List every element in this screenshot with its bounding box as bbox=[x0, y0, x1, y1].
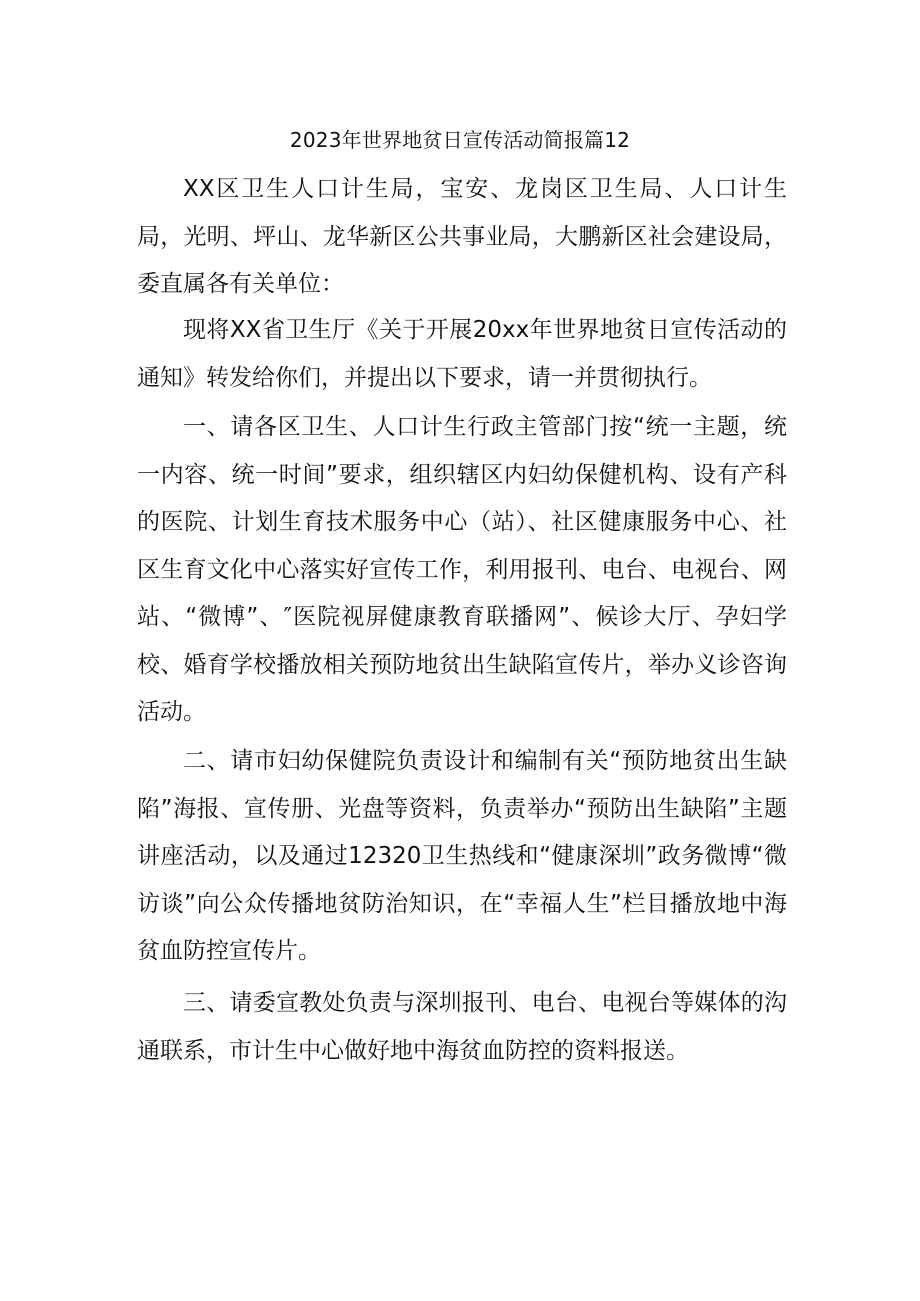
paragraph-addressees: XX区卫生人口计生局，宝安、龙岗区卫生局、人口计生局，光明、坪山、龙华新区公共事业局，大鹏新区社会建设局，委直属各有关单位： bbox=[137, 176, 787, 297]
paragraph-requirement-3: 三、请委宣教处负责与深圳报刊、电台、电视台等媒体的沟通联系，市计生中心做好地中海贫血防控的资料报送。 bbox=[137, 990, 787, 1064]
document-title: 2023年世界地贫日宣传活动简报篇12 bbox=[289, 128, 631, 152]
paragraph-requirement-1: 一、请各区卫生、人口计生行政主管部门按“统一主题，统一内容、统一时间”要求，组织辖区内妇幼保健机构、设有产科的医院、计划生育技术服务中心（站）、社区健康服务中心、社区生育文化中心落实好宣传工作，利用报刊、电台、电视台、网站、“微博”、″医院视屏健康教育联播网”、候诊大厅、孕妇学校、婚育学校播放相关预防地贫出生缺陷宣传片，举办义诊咨询活动。 bbox=[137, 414, 787, 725]
paragraph-intro: 现将XX省卫生厅《关于开展20xx年世界地贫日宣传活动的通知》转发给你们，并提出以下要求，请一并贯彻执行。 bbox=[137, 317, 787, 391]
paragraph-requirement-2: 二、请市妇幼保健院负责设计和编制有关“预防地贫出生缺陷”海报、宣传册、光盘等资料，负责举办“预防出生缺陷”主题讲座活动，以及通过12320卫生热线和“健康深圳”政务微博“微访谈”向公众传播地贫防治知识，在“幸福人生”栏目播放地中海贫血防控宣传片。 bbox=[137, 748, 787, 964]
